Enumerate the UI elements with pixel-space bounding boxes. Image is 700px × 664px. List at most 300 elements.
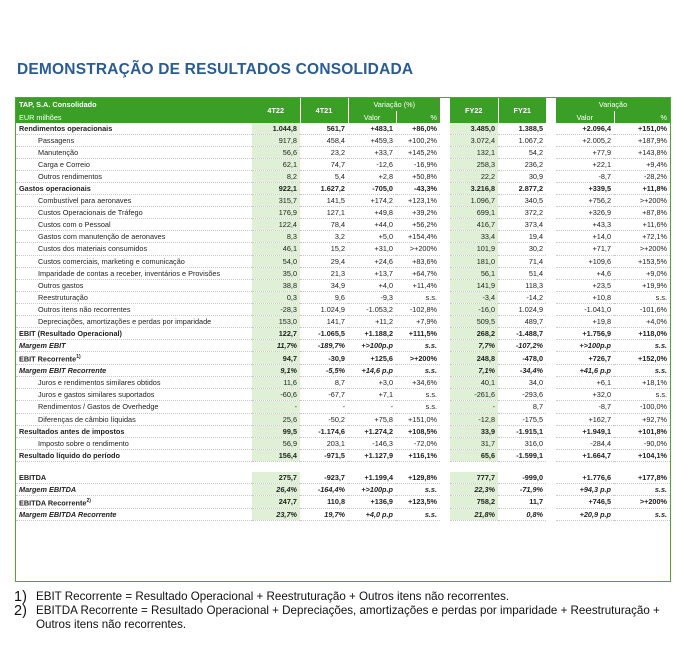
variation-value: +>100p.p [348,339,396,351]
value-fy21: -71,9% [498,483,546,495]
variation2-pct: +11,6% [614,219,670,231]
value-4t21: 74,7 [300,159,348,171]
variation-pct: +116,1% [396,449,440,461]
value-4t22: 153,0 [252,315,300,327]
variation2-value: +756,2 [556,195,614,207]
value-4t21: 19,7% [300,509,348,521]
variation-pct: >+200% [396,351,440,364]
col-header-var-pct: % [396,111,440,123]
variation-pct: -102,8% [396,303,440,315]
value-4t21: -971,5 [300,449,348,461]
value-4t21: 3,2 [300,231,348,243]
value-fy22: -16,0 [450,303,498,315]
col-header-4t21: 4T21 [300,98,348,123]
value-fy22: -3,4 [450,291,498,303]
variation2-pct: -28,2% [614,171,670,183]
variation2-value: +14,0 [556,231,614,243]
row-label: Rendimentos / Gastos de Overhedge [16,401,252,413]
row-label: EBITDA Recorrente$^{2)}$ [16,495,252,508]
value-fy22: 132,1 [450,147,498,159]
table-row [16,401,670,413]
variation-pct: +145,2% [396,147,440,159]
value-fy22: 31,7 [450,437,498,449]
variation2-pct: s.s. [614,339,670,351]
value-fy21: 1.067,2 [498,135,546,147]
table-row [16,425,670,437]
value-4t21: 8,7 [300,377,348,389]
value-fy21: 118,3 [498,279,546,291]
variation-pct: +39,2% [396,207,440,219]
value-4t21: 141,7 [300,315,348,327]
variation-value: +49,8 [348,207,396,219]
table-row [16,449,670,461]
row-label: Imparidade de contas a receber, inventários e Provisões [16,267,252,279]
value-4t22: 35,0 [252,267,300,279]
value-fy22: -12,8 [450,413,498,425]
variation2-value: +162,7 [556,413,614,425]
value-4t22: 62,1 [252,159,300,171]
value-4t22: 176,9 [252,207,300,219]
row-label: Diferenças de câmbio líquidas [16,413,252,425]
value-4t21: 29,4 [300,255,348,267]
col-header-var2-pct: % [614,111,670,123]
row-label: EBITDA [16,472,252,484]
variation2-pct: +143,8% [614,147,670,159]
value-4t21: 9,6 [300,291,348,303]
variation-pct: -16,9% [396,159,440,171]
variation-value: +4,0 [348,279,396,291]
value-4t21: -1.174,6 [300,425,348,437]
value-4t21: -67,7 [300,389,348,401]
value-fy21: 19,4 [498,231,546,243]
value-fy22: 248,8 [450,351,498,364]
variation2-value: +2.005,2 [556,135,614,147]
table-row [16,123,670,135]
table-row [16,183,670,195]
variation-value: +125,6 [348,351,396,364]
variation2-pct: +11,8% [614,183,670,195]
value-4t22: 94,7 [252,351,300,364]
value-4t21: 141,5 [300,195,348,207]
row-label: Carga e Correio [16,159,252,171]
table-row [16,437,670,449]
variation-value: +4,0 p.p [348,509,396,521]
table-row [16,135,670,147]
value-fy21: 1.388,5 [498,123,546,135]
variation2-value: +109,6 [556,255,614,267]
variation2-pct: +92,7% [614,413,670,425]
value-fy21: 340,5 [498,195,546,207]
table-row [16,255,670,267]
variation2-pct: +87,8% [614,207,670,219]
value-4t22: 275,7 [252,472,300,484]
variation-pct: +123,5% [396,495,440,508]
value-4t22: 99,5 [252,425,300,437]
value-fy21: 372,2 [498,207,546,219]
col-header-variation: Variação [556,98,670,111]
variation2-pct: s.s. [614,389,670,401]
variation-pct: s.s. [396,509,440,521]
value-4t22: 25,6 [252,413,300,425]
value-fy22: 268,2 [450,327,498,339]
row-label: Custos com o Pessoal [16,219,252,231]
value-4t22: 8,3 [252,231,300,243]
footnote-1 [14,590,684,604]
value-4t21: 34,9 [300,279,348,291]
variation-value: -705,0 [348,183,396,195]
row-label: Juros e rendimentos similares obtidos [16,377,252,389]
variation-value: +2,8 [348,171,396,183]
variation-pct: +151,0% [396,413,440,425]
variation2-pct: -101,6% [614,303,670,315]
value-fy21: 54,2 [498,147,546,159]
variation2-value: +19,8 [556,315,614,327]
footnote-ref: 1) [76,353,81,360]
variation2-value: +1.776,6 [556,472,614,484]
value-4t22: 247,7 [252,495,300,508]
variation-pct: s.s. [396,483,440,495]
footnote-text: EBIT Recorrente = Resultado Operacional + Reestruturação + Outros itens não recorrentes. [36,590,510,603]
table-row [16,195,670,207]
variation2-pct: s.s. [614,365,670,377]
variation2-pct: +104,1% [614,449,670,461]
variation-value: +3,0 [348,377,396,389]
value-fy22: 7,7% [450,339,498,351]
variation-pct: +83,6% [396,255,440,267]
table-row [16,315,670,327]
row-label: Reestruturação [16,291,252,303]
value-4t22: 56,9 [252,437,300,449]
variation2-value: -284,4 [556,437,614,449]
variation2-value: +10,8 [556,291,614,303]
row-label: Outros itens não recorrentes [16,303,252,315]
table-row [16,472,670,484]
value-4t21: -189,7% [300,339,348,351]
variation-value: +44,0 [348,219,396,231]
value-fy21: -293,6 [498,389,546,401]
variation2-value: +746,5 [556,495,614,508]
page-title: DEMONSTRAÇÃO DE RESULTADOS CONSOLIDADA [17,61,414,78]
variation-pct: +100,2% [396,135,440,147]
value-fy22: 65,6 [450,449,498,461]
variation-pct: +111,5% [396,327,440,339]
variation2-value: +77,9 [556,147,614,159]
variation2-value: +43,3 [556,219,614,231]
value-fy22: 22,2 [450,171,498,183]
variation2-value: +4,6 [556,267,614,279]
row-label: Passagens [16,135,252,147]
value-fy21: 30,2 [498,243,546,255]
variation-pct: s.s. [396,401,440,413]
value-fy21: 8,7 [498,401,546,413]
value-fy21: -34,4% [498,365,546,377]
value-4t22: 38,8 [252,279,300,291]
value-4t22: 917,8 [252,135,300,147]
row-label: Margem EBIT Recorrente [16,365,252,377]
row-label: Margem EBIT [16,339,252,351]
variation-value: +1.274,2 [348,425,396,437]
col-header-var2-valor: Valor [556,111,614,123]
variation2-value: +6,1 [556,377,614,389]
table-row [16,147,670,159]
value-fy21: -175,5 [498,413,546,425]
variation-pct: +123,1% [396,195,440,207]
value-4t21: -164,4% [300,483,348,495]
variation-pct: -43,3% [396,183,440,195]
table-row [16,291,670,303]
value-4t21: -923,7 [300,472,348,484]
value-4t22: 11,7% [252,339,300,351]
variation2-pct: s.s. [614,291,670,303]
variation2-pct: -100,0% [614,401,670,413]
row-label: Gastos operacionais [16,183,252,195]
variation-pct: +64,7% [396,267,440,279]
value-fy22: - [450,401,498,413]
value-4t21: 127,1 [300,207,348,219]
table-row [16,231,670,243]
variation2-pct: +9,0% [614,267,670,279]
variation-value: +33,7 [348,147,396,159]
footnote-2 [14,604,684,632]
variation2-value: +339,5 [556,183,614,195]
table-row [16,171,670,183]
variation2-pct: +9,4% [614,159,670,171]
value-fy21: -1.915,1 [498,425,546,437]
value-fy21: 71,4 [498,255,546,267]
value-4t21: 1.627,2 [300,183,348,195]
row-label: Imposto sobre o rendimento [16,437,252,449]
footnote-text: EBITDA Recorrente = Resultado Operacional + Depreciações, amortizações e perdas por imparidade + Reestruturação + Outros itens não recorrentes. [36,604,660,631]
value-fy22: 3.485,0 [450,123,498,135]
variation2-pct: s.s. [614,509,670,521]
value-fy21: 236,2 [498,159,546,171]
variation2-value: +>100p.p [556,339,614,351]
variation2-pct: +101,8% [614,425,670,437]
value-fy21: -1.488,7 [498,327,546,339]
value-4t21: 1.024,9 [300,303,348,315]
variation2-value: +20,9 p.p [556,509,614,521]
variation-pct: +56,2% [396,219,440,231]
value-4t21: 15,2 [300,243,348,255]
variation2-pct: -90,0% [614,437,670,449]
col-header-4t22: 4T22 [252,98,300,123]
variation-value: +11,2 [348,315,396,327]
value-fy22: 141,9 [450,279,498,291]
variation2-value: +726,7 [556,351,614,364]
value-4t21: -50,2 [300,413,348,425]
value-4t21: -30,9 [300,351,348,364]
value-fy22: -261,6 [450,389,498,401]
variation2-value: +32,0 [556,389,614,401]
value-fy21: 489,7 [498,315,546,327]
variation2-pct: +18,1% [614,377,670,389]
table-row [16,351,670,364]
units-header: EUR milhões [16,111,252,123]
variation2-value: +94,3 p.p [556,483,614,495]
value-fy21: -14,2 [498,291,546,303]
variation2-pct: s.s. [614,483,670,495]
table-row [16,509,670,521]
value-4t22: 156,4 [252,449,300,461]
value-fy22: 3.216,8 [450,183,498,195]
variation-pct: -72,0% [396,437,440,449]
value-fy22: 7,1% [450,365,498,377]
variation2-pct: >+200% [614,243,670,255]
value-4t21: 203,1 [300,437,348,449]
col-header-fy22: FY22 [450,98,498,123]
value-fy21: 0,8% [498,509,546,521]
variation-value: -1.053,2 [348,303,396,315]
income-statement-table [16,98,670,521]
value-4t22: 56,6 [252,147,300,159]
value-fy22: 40,1 [450,377,498,389]
variation-value: -12,6 [348,159,396,171]
row-label: Depreciações, amortizações e perdas por imparidade [16,315,252,327]
row-label: Gastos com manutenção de aeronaves [16,231,252,243]
footnote-number: 2) [14,603,27,619]
table-row [16,339,670,351]
value-4t22: 122,4 [252,219,300,231]
value-fy21: 51,4 [498,267,546,279]
value-4t22: -28,3 [252,303,300,315]
footnote-number: 1) [14,589,27,605]
value-fy21: -999,0 [498,472,546,484]
variation2-value: +1.756,9 [556,327,614,339]
value-4t22: 46,1 [252,243,300,255]
row-label: EBIT Recorrente$^{1)}$ [16,351,252,364]
row-label: EBIT (Resultado Operacional) [16,327,252,339]
variation-pct: s.s. [396,389,440,401]
variation-pct: +129,8% [396,472,440,484]
table-row [16,267,670,279]
table-row [16,377,670,389]
table-row [16,159,670,171]
row-label: Custos Operacionais de Tráfego [16,207,252,219]
value-4t22: 26,4% [252,483,300,495]
variation-value: +14,6 p.p [348,365,396,377]
variation2-pct: +177,8% [614,472,670,484]
value-4t21: 21,3 [300,267,348,279]
value-fy22: 22,3% [450,483,498,495]
col-header-fy21: FY21 [498,98,546,123]
value-fy21: 2.877,2 [498,183,546,195]
footnotes [14,590,684,632]
value-fy22: 56,1 [450,267,498,279]
value-4t22: 8,2 [252,171,300,183]
value-fy22: 509,5 [450,315,498,327]
value-4t22: 23,7% [252,509,300,521]
value-4t21: 5,4 [300,171,348,183]
variation-value: +7,1 [348,389,396,401]
variation-value: +483,1 [348,123,396,135]
variation2-pct: +151,0% [614,123,670,135]
variation2-value: +41,6 p.p [556,365,614,377]
value-fy22: 3.072,4 [450,135,498,147]
value-4t21: 561,7 [300,123,348,135]
table-row [16,219,670,231]
variation-value: +1.188,2 [348,327,396,339]
variation-value: +1.127,9 [348,449,396,461]
table-row [16,303,670,315]
value-4t22: 11,6 [252,377,300,389]
value-fy22: 699,1 [450,207,498,219]
variation-value: +459,3 [348,135,396,147]
value-4t22: 1.044,8 [252,123,300,135]
value-fy21: -107,2% [498,339,546,351]
row-label: Margem EBITDA Recorrente [16,509,252,521]
value-fy21: 373,4 [498,219,546,231]
variation-pct: +7,9% [396,315,440,327]
variation2-pct: +4,0% [614,315,670,327]
variation-value: +13,7 [348,267,396,279]
variation-pct: s.s. [396,339,440,351]
value-fy21: 30,9 [498,171,546,183]
value-4t22: - [252,401,300,413]
row-label: Custos comerciais, marketing e comunicação [16,255,252,267]
variation-value: +174,2 [348,195,396,207]
variation2-value: +71,7 [556,243,614,255]
value-fy22: 416,7 [450,219,498,231]
variation-value: - [348,401,396,413]
variation-value: +24,6 [348,255,396,267]
variation2-value: -8,7 [556,401,614,413]
income-statement-table-frame [15,97,671,582]
value-fy22: 33,4 [450,231,498,243]
footnote-ref: 2) [86,497,91,504]
variation2-pct: >+200% [614,195,670,207]
variation-value: +>100p.p [348,483,396,495]
value-4t22: -60,6 [252,389,300,401]
variation-pct: +108,5% [396,425,440,437]
value-4t22: 0,3 [252,291,300,303]
row-label: Rendimentos operacionais [16,123,252,135]
row-label: Manutenção [16,147,252,159]
value-fy21: 11,7 [498,495,546,508]
variation-pct: >+200% [396,243,440,255]
variation-pct: s.s. [396,365,440,377]
value-4t22: 9,1% [252,365,300,377]
row-label: Margem EBITDA [16,483,252,495]
company-header: TAP, S.A. Consolidado [16,98,252,111]
variation2-pct: +19,9% [614,279,670,291]
row-label: Resultado líquido do período [16,449,252,461]
variation2-value: +2.096,4 [556,123,614,135]
table-row [16,389,670,401]
variation2-value: +1.664,7 [556,449,614,461]
value-fy22: 33,9 [450,425,498,437]
row-label: Custos dos materiais consumidos [16,243,252,255]
variation-pct: +11,4% [396,279,440,291]
variation-value: +31,0 [348,243,396,255]
value-fy22: 777,7 [450,472,498,484]
variation-value: +136,9 [348,495,396,508]
value-4t21: -1.065,5 [300,327,348,339]
variation2-value: +326,9 [556,207,614,219]
variation2-value: -1.041,0 [556,303,614,315]
row-label: Juros e gastos similares suportados [16,389,252,401]
value-fy21: 34,0 [498,377,546,389]
row-label: Combustível para aeronaves [16,195,252,207]
value-4t22: 122,7 [252,327,300,339]
variation-value: +75,8 [348,413,396,425]
value-4t21: -5,5% [300,365,348,377]
variation-value: -9,3 [348,291,396,303]
table-row [16,207,670,219]
variation-value: +5,0 [348,231,396,243]
variation-value: +1.199,4 [348,472,396,484]
variation-pct: +50,8% [396,171,440,183]
value-4t22: 922,1 [252,183,300,195]
